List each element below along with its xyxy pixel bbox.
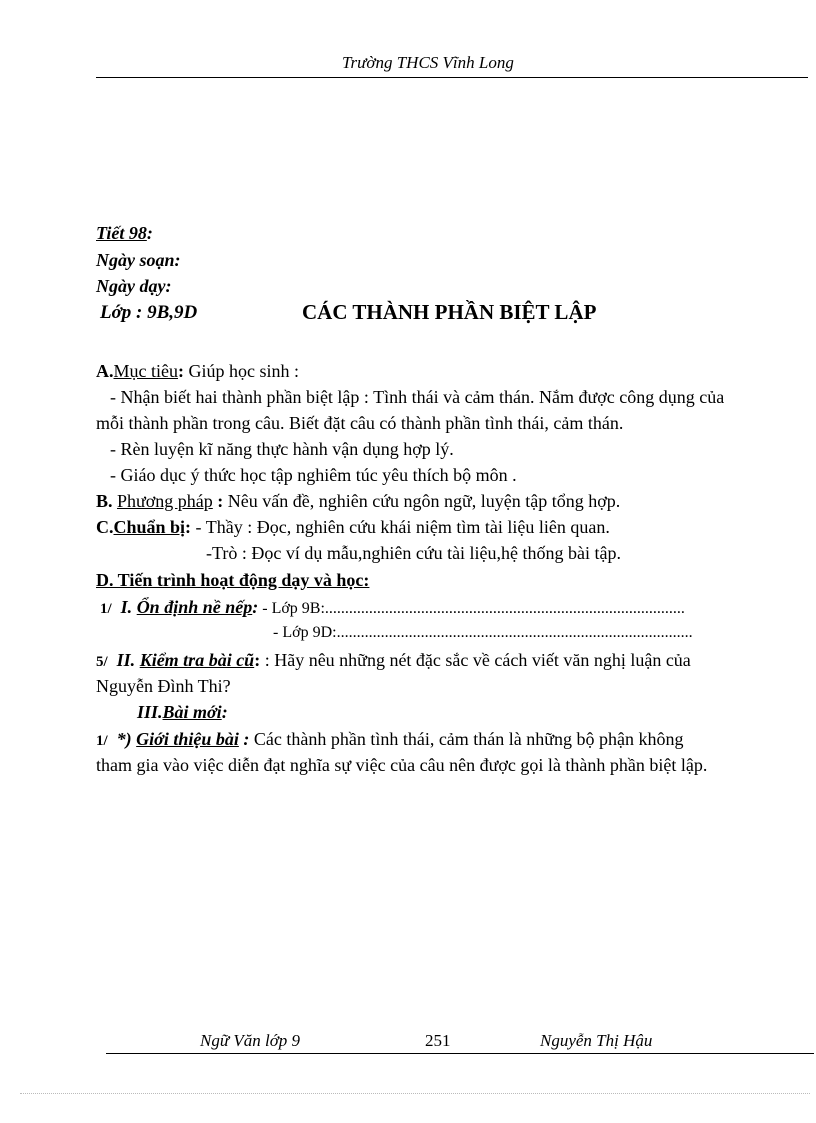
intro-text-cont: tham gia vào việc diễn đạt nghĩa sự việc của câu nên được gọi là thành phần biệt lập. (96, 755, 708, 775)
intro-colon: : (238, 729, 250, 749)
prep-date: Ngày soạn: (96, 250, 181, 270)
step-3-heading: Bài mới (162, 702, 222, 722)
page-title: CÁC THÀNH PHẦN BIỆT LẬP (302, 300, 597, 324)
class-9d-line: - Lớp 9D:......................................................................................... (273, 624, 693, 641)
step-3 (137, 702, 228, 723)
section-c-student: -Trò : Đọc ví dụ mẫu,nghiên cứu tài liệu,hệ thống bài tập. (206, 543, 622, 563)
section-a-line-2: mỗi thành phần trong câu. Biết đặt câu có thành phần tình thái, cảm thán. (96, 413, 624, 433)
section-a-colon: : (178, 361, 184, 381)
footer-page-number: 251 (425, 1031, 451, 1050)
step-1-label: I. (120, 597, 137, 617)
intro-text: Các thành phần tình thái, cảm thán là những bộ phận không (249, 729, 684, 749)
lesson-number (96, 223, 153, 244)
lesson-number-colon: : (146, 223, 153, 243)
header-school: Trường THCS Vĩnh Long (342, 53, 514, 72)
step-2 (96, 650, 691, 671)
intro-heading: Giới thiệu bài (136, 729, 239, 749)
section-a-intro: Giúp học sinh : (184, 361, 299, 381)
step-2-heading: Kiểm tra bài cũ (139, 650, 255, 670)
section-a-line-1: - Nhận biết hai thành phần biệt lập : Tình thái và cảm thán. Nắm được công dụng của (110, 387, 725, 407)
section-a-line-3: - Rèn luyện kĩ năng thực hành vận dụng hợp lý. (110, 439, 454, 459)
step-3-label: III. (137, 702, 163, 722)
section-c-colon: : (185, 517, 192, 537)
section-c-prefix: C. (96, 517, 114, 537)
page-edge-divider (20, 1093, 810, 1094)
footer-subject: Ngữ Văn lớp 9 (200, 1031, 301, 1050)
section-c-heading: Chuẩn bị (113, 517, 186, 537)
intro-time: 1/ (96, 733, 108, 749)
step-1-time: 1/ (100, 601, 112, 617)
step-3-colon: : (221, 702, 228, 722)
teach-date: Ngày dạy: (96, 276, 172, 296)
section-d-heading: D. Tiến trình hoạt động dạy và học: (96, 570, 370, 590)
section-c (96, 517, 610, 538)
section-b-text: Nêu vấn đề, nghiên cứu ngôn ngữ, luyện tập tổng hợp. (223, 491, 621, 511)
step-2-question-cont: Nguyễn Đình Thi? (96, 676, 231, 696)
section-a-heading-text: Mục tiêu (113, 361, 178, 381)
class-9b-line: - Lớp 9B:.......................................................................................... (258, 600, 685, 617)
footer-author: Nguyễn Thị Hậu (540, 1031, 653, 1050)
section-b-heading: Phương pháp (117, 491, 213, 511)
section-b-colon: : (212, 491, 224, 511)
section-c-teacher: - Thầy : Đọc, nghiên cứu khái niệm tìm tài liệu liên quan. (191, 517, 610, 537)
section-b (96, 491, 620, 512)
class-label: Lớp : 9B,9D (100, 302, 198, 323)
section-a-heading (96, 361, 299, 382)
step-1 (100, 597, 685, 618)
section-b-prefix: B. (96, 491, 118, 511)
footer-rule (106, 1053, 814, 1054)
step-1-heading: Ổn định nề nếp (136, 597, 253, 617)
step-1-colon: : (252, 597, 259, 617)
step-2-time: 5/ (96, 654, 108, 670)
section-a-prefix: A. (96, 361, 114, 381)
step-2-colon: : (254, 650, 261, 670)
lesson-number-text: Tiết 98 (96, 223, 147, 243)
intro (96, 729, 684, 750)
step-2-label: II. (116, 650, 140, 670)
step-2-question: : Hãy nêu những nét đặc sắc về cách viết văn nghị luận của (260, 650, 691, 670)
intro-label: *) (116, 729, 137, 749)
header-rule (96, 77, 808, 78)
section-a-line-4: - Giáo dục ý thức học tập nghiêm túc yêu thích bộ môn . (110, 465, 517, 485)
